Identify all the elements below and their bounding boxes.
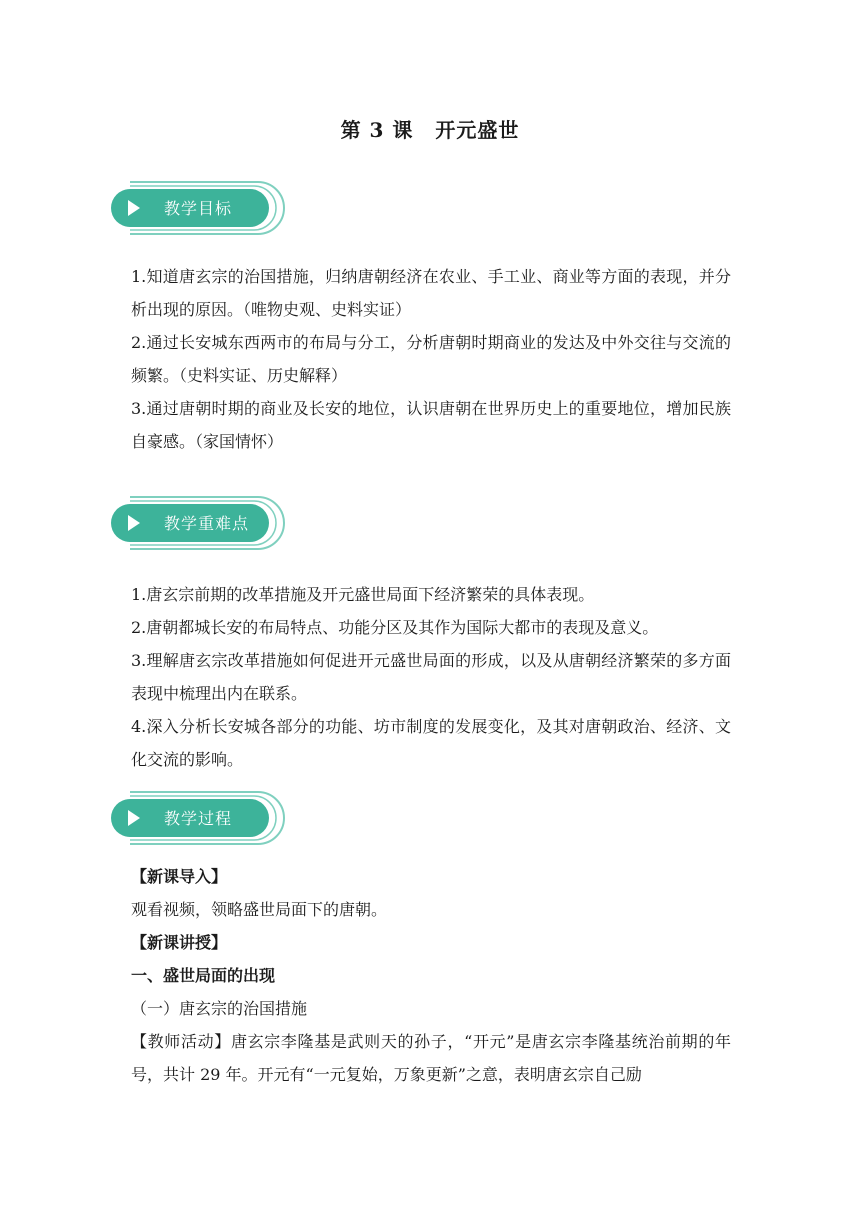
- page-title: [0, 114, 860, 143]
- teacher-text: 唐玄宗李隆基是武则天的孙子，“开元”是唐玄宗李隆基统治前期的年号，共计 29 年。开元有“一元复始，万象更新”之意，表明唐玄宗自己励: [131, 1032, 731, 1084]
- intro-heading: 【新课导入】: [131, 867, 228, 886]
- keypoints-list: [131, 578, 731, 776]
- lecture-heading: 【新课讲授】: [131, 933, 228, 952]
- process-content: [131, 860, 731, 1091]
- goal-item: 1.知道唐玄宗的治国措施，归纳唐朝经济在农业、手工业、商业等方面的表现，并分析出现的原因。（唯物史观、史料实证）: [131, 267, 731, 319]
- section-banner-goals: [108, 180, 288, 236]
- goals-list: [131, 260, 731, 458]
- keypoint-item: 4.深入分析长安城各部分的功能、坊市制度的发展变化，及其对唐朝政治、经济、文化交流的影响。: [131, 717, 731, 769]
- sub1-heading: （一）唐玄宗的治国措施: [131, 999, 308, 1018]
- keypoint-item: 1.唐玄宗前期的改革措施及开元盛世局面下经济繁荣的具体表现。: [131, 585, 595, 604]
- part1-heading: 一、盛世局面的出现: [131, 966, 276, 985]
- keypoint-item: 2.唐朝都城长安的布局特点、功能分区及其作为国际大都市的表现及意义。: [131, 618, 659, 637]
- goal-item: 2.通过长安城东西两市的布局与分工，分析唐朝时期商业的发达及中外交往与交流的频繁。（史料实证、历史解释）: [131, 333, 731, 385]
- lesson-name: 开元盛世: [435, 118, 520, 142]
- teacher-tag: 【教师活动】: [131, 1032, 231, 1051]
- intro-text: 观看视频，领略盛世局面下的唐朝。: [131, 900, 388, 919]
- lesson-number: 第 3 课: [340, 118, 414, 142]
- section-banner-keypoints: [108, 495, 288, 551]
- banner-label: 教学过程: [164, 809, 233, 828]
- teacher-activity: [131, 1025, 731, 1091]
- banner-label: 教学重难点: [164, 514, 250, 533]
- banner-label: 教学目标: [164, 199, 233, 218]
- section-banner-process: [108, 790, 288, 846]
- keypoint-item: 3.理解唐玄宗改革措施如何促进开元盛世局面的形成，以及从唐朝经济繁荣的多方面表现中梳理出内在联系。: [131, 651, 731, 703]
- goal-item: 3.通过唐朝时期的商业及长安的地位，认识唐朝在世界历史上的重要地位，增加民族自豪感。（家国情怀）: [131, 399, 731, 451]
